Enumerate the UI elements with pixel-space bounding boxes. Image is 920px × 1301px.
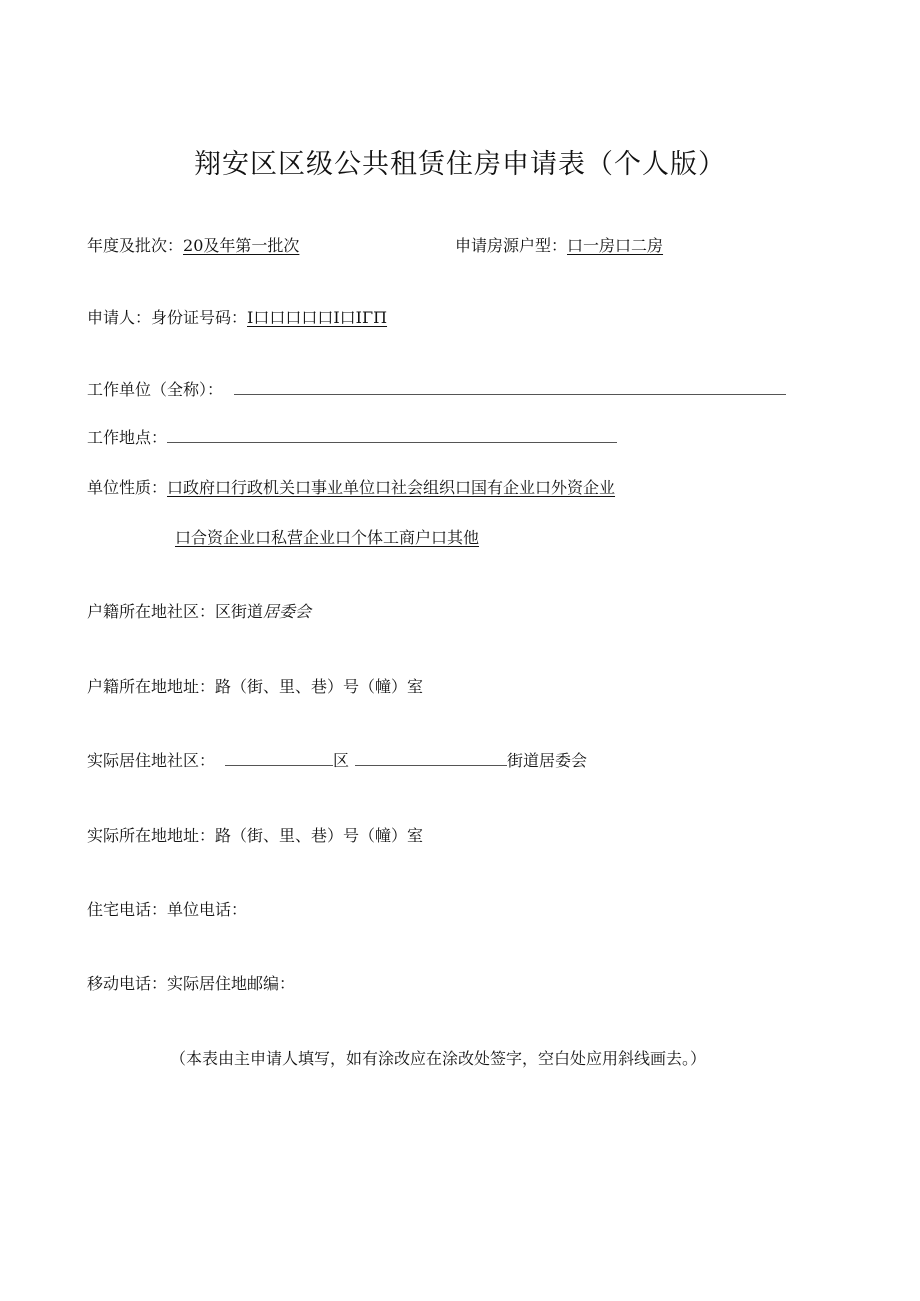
year-batch-label: 年度及批次：: [87, 236, 184, 255]
work-unit-label: 工作单位（全称）：: [87, 380, 224, 399]
year-batch-row: [87, 235, 299, 257]
actual-community-row: [87, 750, 587, 772]
actual-street-field[interactable]: [355, 751, 507, 766]
unit-nature-row: [87, 477, 615, 499]
hukou-address-value: 路（街、里、巷）号（幢）室: [215, 677, 424, 696]
hukou-community-label: 户籍所在地社区：: [87, 602, 216, 621]
unit-nature-row-2: [175, 527, 479, 549]
hukou-community-row: [87, 601, 311, 623]
actual-community-label: 实际居住地社区：: [87, 751, 216, 770]
mobile-labels: 移动电话：实际居住地邮编：: [87, 974, 296, 993]
actual-district-field[interactable]: [225, 751, 333, 766]
work-place-label: 工作地点：: [87, 428, 168, 447]
house-type-options[interactable]: 口一房口二房: [567, 236, 664, 255]
phone-row: [87, 899, 247, 921]
hukou-address-label: 户籍所在地地址：: [87, 677, 216, 696]
actual-district-label: 区: [333, 751, 350, 770]
hukou-community-value: 区街道: [215, 602, 264, 621]
mobile-row: [87, 973, 295, 995]
year-batch-value[interactable]: 20及年第一批次: [183, 236, 300, 255]
hukou-address-row: [87, 676, 423, 698]
actual-street-label: 街道居委会: [507, 751, 588, 770]
actual-address-label: 实际所在地地址：: [87, 826, 216, 845]
unit-nature-label: 单位性质：: [87, 478, 168, 497]
form-title: 翔安区区级公共租赁住房申请表（个人版）: [194, 149, 726, 180]
form-note: （本表由主申请人填写，如有涂改应在涂改处签字，空白处应用斜线画去。）: [170, 1049, 707, 1068]
id-number-boxes[interactable]: I口口口口口I口IΓΠ: [247, 308, 388, 327]
house-type-row: [455, 235, 663, 257]
work-place-field[interactable]: [167, 428, 617, 443]
actual-address-row: [87, 825, 423, 847]
form-note-row: [170, 1048, 706, 1070]
unit-nature-options-line2[interactable]: 口合资企业口私营企业口个体工商户口其他: [175, 528, 480, 547]
work-unit-field[interactable]: [234, 380, 786, 395]
applicant-row: [87, 307, 387, 329]
work-place-row: [87, 427, 617, 449]
house-type-label: 申请房源户型：: [455, 236, 568, 255]
actual-address-value: 路（街、里、巷）号（幢）室: [215, 826, 424, 845]
unit-nature-options-line1[interactable]: 口政府口行政机关口事业单位口社会组织口国有企业口外资企业: [167, 478, 616, 497]
applicant-id-label: 申请人：身份证号码：: [87, 308, 248, 327]
work-unit-row: [87, 379, 786, 401]
phone-labels: 住宅电话：单位电话：: [87, 900, 248, 919]
hukou-community-suffix: 居委会: [263, 602, 312, 621]
